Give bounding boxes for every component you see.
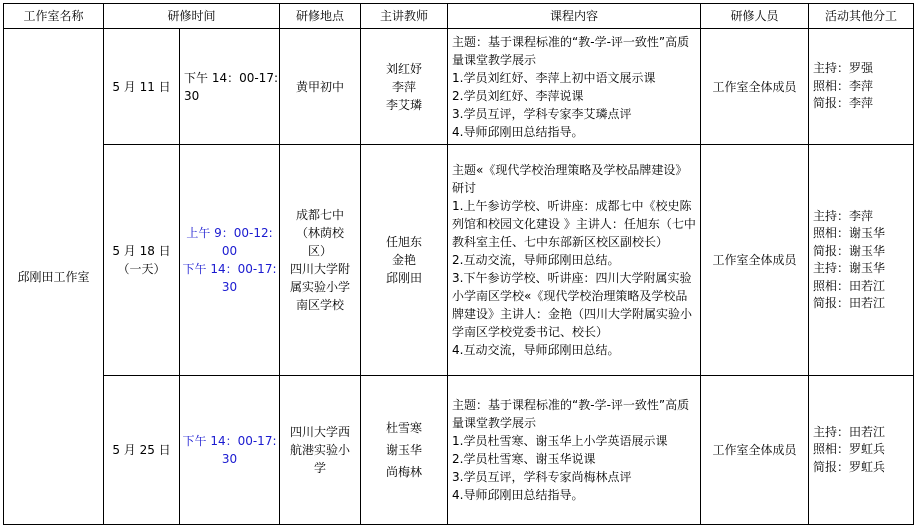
teacher-name: 任旭东	[386, 235, 423, 250]
location-cell	[280, 145, 361, 376]
content-cell	[448, 376, 701, 525]
role-line: 主持：罗强	[813, 61, 874, 76]
teacher-name: 谢玉华	[386, 443, 423, 458]
role-line: 简报：罗虹兵	[813, 459, 886, 474]
location-line: 成都七中	[296, 208, 345, 223]
studio-name: 邱刚田工作室	[4, 29, 104, 525]
location-line: （林荫校	[296, 226, 345, 241]
content-line: 3.学员互评，学科专家李艾璘点评	[452, 106, 632, 121]
content-line: 1.学员刘红妤、李萍上初中语文展示课	[452, 70, 656, 85]
teacher-cell	[361, 376, 448, 525]
location-line: 四川大学附	[290, 262, 351, 277]
time-line: 上午 9：00-12:	[186, 226, 273, 241]
role-line: 主持：李萍	[813, 208, 874, 223]
content-line: 主题：基于课程标准的“教-学-评一致性”高质量课堂教学展示	[452, 34, 690, 67]
time-line: 下午 14：00-17:	[184, 70, 278, 85]
role-line: 主持：谢玉华	[813, 261, 886, 276]
date-cell	[104, 145, 180, 376]
content-line: 主题«《现代学校治理策略及学校品牌建设》研讨	[452, 163, 688, 196]
date-cell: 5 月 11 日	[104, 29, 180, 145]
location-cell	[280, 376, 361, 525]
content-cell	[448, 145, 701, 376]
time-cell	[180, 376, 280, 525]
time-line: 下午 14：00-17:	[182, 434, 277, 449]
location-line: 四川大学西	[290, 425, 351, 440]
teacher-name: 邱刚田	[386, 271, 423, 286]
role-line: 简报：谢玉华	[813, 243, 886, 258]
teacher-cell	[361, 145, 448, 376]
content-cell	[448, 29, 701, 145]
time-line: 30	[221, 452, 238, 467]
location-line: 学	[314, 461, 327, 476]
header-row	[4, 4, 914, 29]
header-studio: 工作室名称	[4, 4, 104, 29]
role-line: 照相：田若江	[813, 278, 886, 293]
time-cell	[180, 29, 280, 145]
header-location: 研修地点	[280, 4, 361, 29]
header-content: 课程内容	[448, 4, 701, 29]
content-line: 1.学员杜雪寒、谢玉华上小学英语展示课	[452, 434, 668, 449]
role-line: 简报：李萍	[813, 96, 874, 111]
content-line: 3.下午参访学校、听讲座：四川大学附属实验小学南区学校«《现代学校治理策略及学校品牌建设》主讲人：金艳（四川大学附属实验小学南区学校党委书记、校长）	[452, 271, 693, 340]
time-line: 30	[221, 280, 238, 295]
header-staff: 研修人员	[701, 4, 809, 29]
teacher-name: 金艳	[392, 253, 417, 268]
schedule-table	[3, 3, 914, 525]
location-cell: 黄甲初中	[280, 29, 361, 145]
header-teacher: 主讲教师	[361, 4, 448, 29]
roles-cell	[809, 376, 914, 525]
location-line: 航港实验小	[290, 443, 351, 458]
header-time: 研修时间	[104, 4, 280, 29]
content-line: 主题：基于课程标准的“教-学-评一致性”高质量课堂教学展示	[452, 398, 690, 431]
time-cell	[180, 145, 280, 376]
teacher-name: 尚梅林	[386, 465, 423, 480]
role-line: 照相：罗虹兵	[813, 442, 886, 457]
role-line: 简报：田若江	[813, 296, 886, 311]
teacher-cell	[361, 29, 448, 145]
content-line: 2.学员杜雪寒、谢玉华说课	[452, 452, 596, 467]
location-line: 区）	[308, 244, 333, 259]
date-text: 5 月 18 日	[112, 244, 171, 259]
content-line: 4.互动交流，导师邱刚田总结。	[452, 343, 620, 358]
role-line: 照相：谢玉华	[813, 226, 886, 241]
role-line: 照相：李萍	[813, 78, 874, 93]
date-note: （一天）	[117, 262, 166, 277]
staff-cell: 工作室全体成员	[701, 29, 809, 145]
teacher-name: 刘红妤	[386, 61, 423, 76]
table-row	[4, 376, 914, 525]
content-line: 2.学员刘红妤、李萍说课	[452, 88, 584, 103]
staff-cell: 工作室全体成员	[701, 145, 809, 376]
teacher-name: 李艾璘	[386, 97, 423, 112]
time-line: 下午 14：00-17:	[182, 262, 277, 277]
teacher-name: 李萍	[392, 79, 417, 94]
staff-cell: 工作室全体成员	[701, 376, 809, 525]
location-line: 南区学校	[296, 298, 345, 313]
date-cell: 5 月 25 日	[104, 376, 180, 525]
roles-cell	[809, 145, 914, 376]
role-line: 主持：田若江	[813, 424, 886, 439]
teacher-name: 杜雪寒	[386, 421, 423, 436]
table-row	[4, 145, 914, 376]
location-line: 属实验小学	[290, 280, 351, 295]
content-line: 3.学员互评，学科专家尚梅林点评	[452, 470, 632, 485]
table-row	[4, 29, 914, 145]
time-line: 30	[184, 88, 200, 103]
content-line: 2.互动交流，导师邱刚田总结。	[452, 253, 620, 268]
roles-cell	[809, 29, 914, 145]
time-line: 00	[221, 244, 238, 259]
content-line: 1.上午参访学校、听讲座：成都七中《校史陈列馆和校园文化建设 》主讲人：任旭东（七中教科室主任、七中东部新区校区副校长）	[452, 199, 696, 250]
content-line: 4.导师邱刚田总结指导。	[452, 124, 584, 139]
header-roles: 活动其他分工	[809, 4, 914, 29]
content-line: 4.导师邱刚田总结指导。	[452, 488, 584, 503]
